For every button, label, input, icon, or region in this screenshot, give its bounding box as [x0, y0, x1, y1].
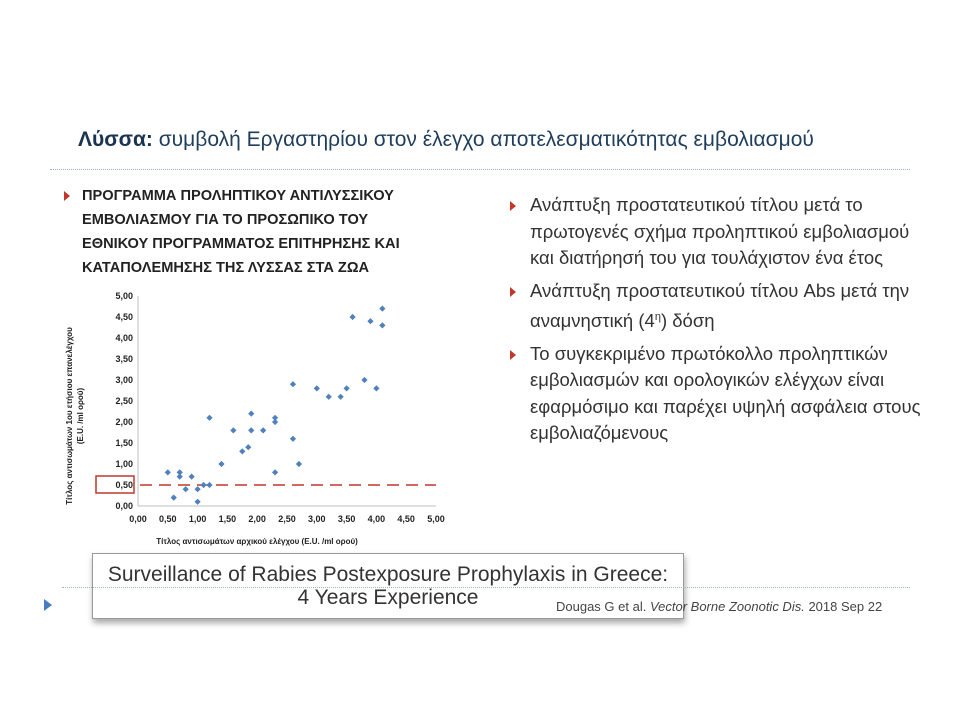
data-point	[200, 482, 206, 488]
data-point	[206, 415, 212, 421]
x-tick-label: 3,50	[337, 514, 356, 524]
y-tick-label: 3,00	[115, 375, 133, 385]
title-divider	[50, 169, 910, 170]
data-point	[290, 381, 296, 387]
left-heading-line: ΕΘΝΙΚΟΥ ΠΡΟΓΡΑΜΜΑΤΟΣ ΕΠΙΤΗΡΗΣΗΣ ΚΑΙ	[82, 236, 400, 252]
x-tick-label: 1,00	[188, 514, 207, 524]
left-heading	[82, 184, 482, 280]
bullet-text-pre: Ανάπτυξη προστατευτικού τίτλου Abs μετά την αναμνηστική (4	[530, 279, 910, 332]
x-tick-label: 5,00	[427, 514, 445, 524]
data-point	[361, 377, 367, 383]
y-tick-label: 4,00	[115, 333, 133, 343]
bullet-arrow-icon	[64, 191, 70, 201]
data-point	[248, 410, 254, 416]
data-point	[248, 427, 254, 433]
x-axis-ticks	[129, 514, 445, 524]
bullet-text: Ανάπτυξη προστατευτικού τίτλου μετά το πρωτογενές σχήμα προληπτικού εμβολιασμού και διατήρησή του για τουλάχιστον ένα έτος	[530, 194, 910, 268]
y-tick-label: 0,00	[115, 501, 133, 511]
y-tick-label: 2,00	[115, 417, 133, 427]
title-rest: συμβολή Εργαστηρίου στον έλεγχο αποτελεσματικότητας εμβολιασμού	[152, 128, 814, 151]
bullet-superscript: η	[654, 311, 661, 323]
data-point	[171, 494, 177, 500]
left-heading-line: ΚΑΤΑΠΟΛΕΜΗΣΗΣ ΤΗΣ ΛΥΣΣΑΣ ΣΤΑ ΖΩΑ	[82, 260, 370, 276]
scatter-chart	[60, 282, 460, 552]
data-point	[373, 385, 379, 391]
paper-title-line: 4 Years Experience	[297, 586, 479, 609]
data-point	[272, 415, 278, 421]
left-heading-line: ΕΜΒΟΛΙΑΣΜΟΥ ΓΙΑ ΤΟ ΠΡΟΣΩΠΙΚΟ ΤΟΥ	[82, 212, 369, 228]
data-point	[272, 469, 278, 475]
data-point	[230, 427, 236, 433]
slide-title	[78, 128, 814, 152]
data-point	[343, 385, 349, 391]
x-tick-label: 4,50	[397, 514, 415, 524]
points-layer	[165, 305, 386, 504]
bullet-item	[510, 278, 930, 335]
data-point	[290, 436, 296, 442]
data-point	[218, 461, 224, 467]
data-point	[260, 427, 266, 433]
left-heading-line: ΠΡΟΓΡΑΜΜΑ ΠΡΟΛΗΠΤΙΚΟΥ ΑΝΤΙΛΥΣΣΙΚΟΥ	[82, 188, 394, 204]
bullet-arrow-icon	[510, 287, 516, 297]
y-tick-label: 2,50	[115, 396, 133, 406]
y-axis-label: Τίτλος αντισωμάτων 1ου ετήσιου επανελέγχου (E.U. /ml ορού)	[65, 327, 85, 505]
y-tick-label: 5,00	[115, 291, 133, 301]
title-bold: Λύσσα:	[78, 128, 153, 151]
data-point	[379, 305, 385, 311]
data-point	[245, 444, 251, 450]
y-tick-label: 0,50	[115, 480, 133, 490]
paper-title-line: Surveillance of Rabies Postexposure Prophylaxis in Greece:	[107, 563, 669, 586]
bullet-text-post: ) δόση	[660, 310, 715, 332]
bullet-item	[510, 192, 930, 272]
y-tick-label: 3,50	[115, 354, 133, 364]
citation-date: 2018 Sep 22	[804, 599, 883, 614]
data-point	[296, 461, 302, 467]
x-axis-label: Τίτλος αντισωμάτων αρχικού ελέγχου (E.U. /ml ορού)	[156, 537, 358, 546]
x-tick-label: 2,00	[248, 514, 266, 524]
x-tick-label: 4,00	[367, 514, 386, 524]
right-bullet-list	[510, 192, 930, 453]
x-tick-label: 2,50	[278, 514, 296, 524]
data-point	[379, 322, 385, 328]
citation	[556, 599, 882, 614]
citation-journal: Vector Borne Zoonotic Dis.	[649, 599, 805, 614]
bullet-arrow-icon	[510, 201, 516, 211]
bullet-item	[510, 341, 930, 447]
data-point	[189, 473, 195, 479]
data-point	[338, 394, 344, 400]
bullet-text: Το συγκεκριμένο πρωτόκολλο προληπτικών εμβολιασμών και ορολογικών ελέγχων είναι εφαρμόσιμο και παρέχει υψηλή ασφάλεια στους εμβολιαζόμενους	[530, 342, 921, 444]
x-tick-label: 3,00	[308, 514, 326, 524]
data-point	[165, 469, 171, 475]
bullet-arrow-icon	[510, 350, 516, 360]
data-point	[206, 482, 212, 488]
y-tick-label: 1,00	[115, 459, 133, 469]
data-point	[194, 499, 200, 505]
data-point	[183, 486, 189, 492]
data-point	[367, 318, 373, 324]
x-tick-label: 0,50	[159, 514, 177, 524]
data-point	[194, 486, 200, 492]
data-point	[326, 394, 332, 400]
data-point	[239, 448, 245, 454]
x-tick-label: 0,00	[129, 514, 147, 524]
citation-authors: Dougas G et al.	[556, 599, 650, 614]
y-tick-label: 4,50	[115, 312, 133, 322]
data-point	[349, 314, 355, 320]
data-point	[314, 385, 320, 391]
y-tick-label: 1,50	[115, 438, 133, 448]
y-axis-ticks	[115, 291, 133, 511]
data-point	[177, 469, 183, 475]
footer-arrow-icon	[44, 599, 52, 611]
footer-divider	[62, 587, 910, 588]
x-tick-label: 1,50	[218, 514, 237, 524]
